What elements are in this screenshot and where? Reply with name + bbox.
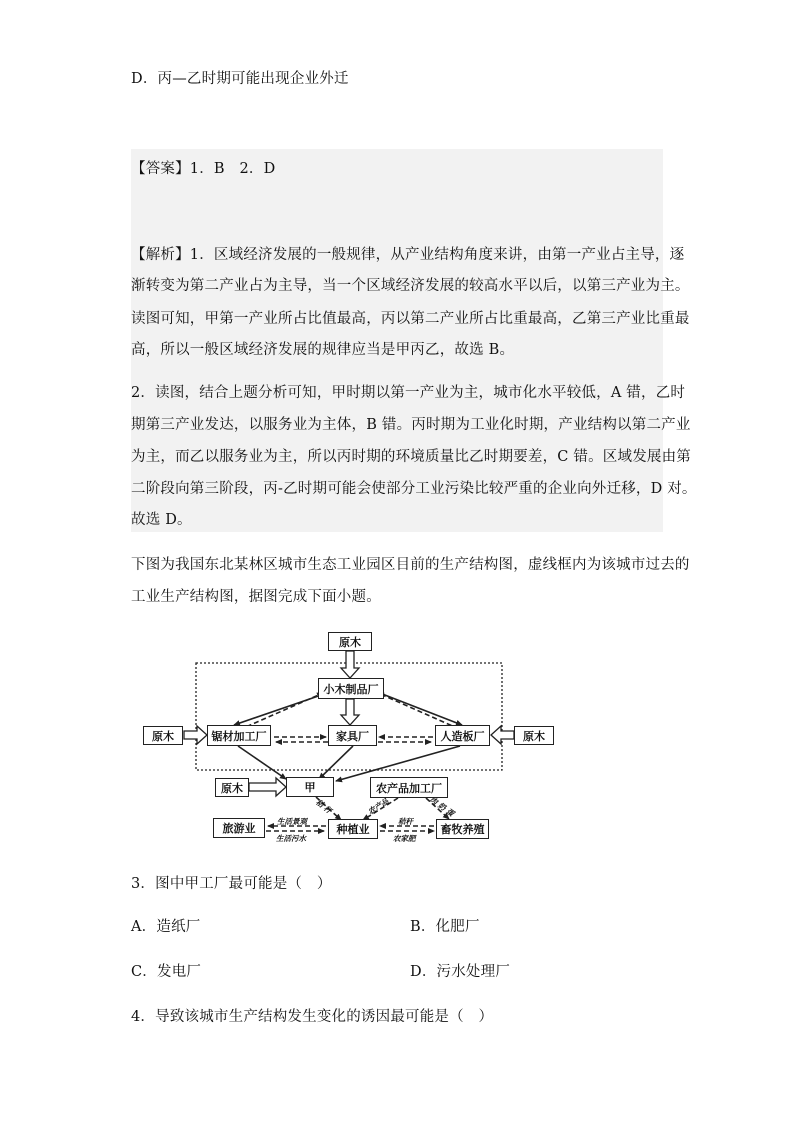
q3-option-a[interactable]: A．造纸厂 — [131, 919, 201, 935]
label-nongjiafei: 农家肥 — [393, 834, 416, 843]
analysis-line: 期第三产业发达，以服务业为主体，B 错。丙时期为工业化时期，产业结构以第二产业 — [131, 417, 691, 433]
intro-line: 下图为我国东北某林区城市生态工业园区目前的生产结构图，虚线框内为该城市过去的 — [131, 557, 690, 573]
label-jiegan: 秸 秆 — [314, 797, 334, 816]
node-yuanmu-top: 原木 — [328, 632, 372, 651]
label-roudanai: 肉 奶 蛋 — [427, 794, 456, 819]
answer-line: 【答案】1．B 2．D — [131, 161, 276, 177]
node-nongchanpin: 农产品加工厂 — [370, 777, 448, 798]
analysis-line: 高，所以一般区域经济发展的规律应当是甲丙乙，故选 B。 — [131, 342, 515, 358]
label-nongchanpin: 农产品 — [366, 796, 391, 817]
option-d-prev: D．丙—乙时期可能出现企业外迁 — [131, 71, 349, 87]
node-xumu: 畜牧养殖 — [436, 819, 489, 839]
node-yuanmu-right: 原木 — [514, 726, 554, 745]
node-zhongzhi: 种植业 — [328, 819, 378, 839]
analysis-line: 【解析】1．区域经济发展的一般规律，从产业结构角度来讲，由第一产业占主导，逐 — [131, 247, 685, 263]
label-shenghuo-jingguan: 生活景观 — [277, 817, 307, 826]
q3-option-b[interactable]: B．化肥厂 — [410, 919, 480, 935]
q4-stem: 4．导致该城市生产结构发生变化的诱因最可能是（ ） — [131, 1009, 494, 1025]
q3-option-c[interactable]: C．发电厂 — [131, 964, 202, 980]
q3-stem: 3．图中甲工厂最可能是（ ） — [131, 876, 332, 892]
node-xiaomu: 小木制品厂 — [318, 678, 384, 699]
analysis-line: 读图可知，甲第一产业所占比值最高，丙以第二产业所占比重最高，乙第三产业比重最 — [131, 311, 690, 327]
node-renzao: 人造板厂 — [435, 725, 490, 746]
node-lvyou: 旅游业 — [213, 818, 265, 838]
node-yuanmu-mid: 原木 — [215, 778, 249, 797]
q3-option-d[interactable]: D．污水处理厂 — [410, 964, 511, 980]
analysis-line: 2．读图，结合上题分析可知，甲时期以第一产业为主，城市化水平较低，A 错，乙时 — [131, 385, 686, 401]
hollow-arrow — [184, 651, 514, 796]
node-jiaju: 家具厂 — [328, 725, 377, 746]
analysis-line: 渐转变为第二产业占为主导，当一个区域经济发展的较高水平以后，以第三产业为主。 — [131, 278, 690, 294]
label-shenghuo-wushui: 生活污水 — [276, 834, 306, 843]
analysis-line: 二阶段向第三阶段，丙-乙时期可能会使部分工业污染比较严重的企业向外迁移，D 对。 — [131, 481, 697, 497]
node-yuanmu-left: 原木 — [143, 726, 183, 745]
label-jiegan2: 秸秆 — [398, 817, 413, 826]
intro-line: 工业生产结构图，据图完成下面小题。 — [131, 589, 381, 605]
node-jucai: 锯材加工厂 — [207, 725, 271, 746]
analysis-line: 为主，而乙以服务业为主，所以丙时期的环境质量比乙时期要差，C 错。区域发展由第 — [131, 449, 692, 465]
node-jia: 甲 — [286, 777, 334, 797]
analysis-line: 故选 D。 — [131, 512, 192, 528]
